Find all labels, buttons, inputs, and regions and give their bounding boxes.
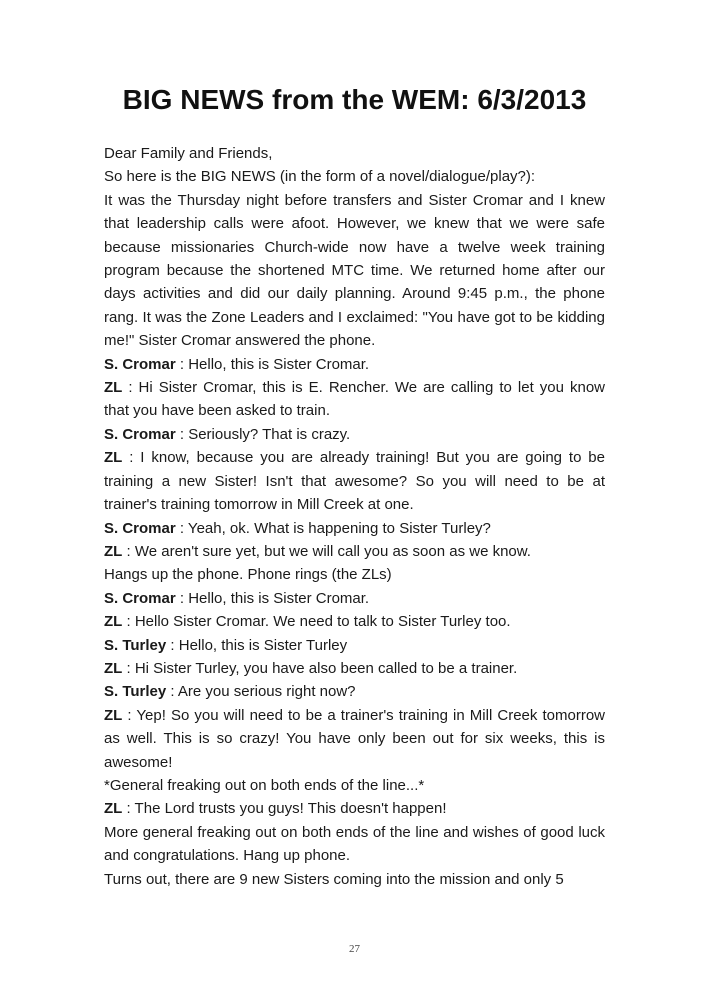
paragraph-text: Hangs up the phone. Phone rings (the ZLs) [104,566,392,584]
dialogue-text: : I know, because you are already training! But you are going to be training a new Sister! Isn't that awesome? So you will need to be at trainer's training tomorrow in Mill Creek at one. [104,449,605,514]
dialogue-line [104,446,605,516]
body-text [104,142,605,891]
dialogue-text: : The Lord trusts you guys! This doesn't happen! [122,800,447,818]
dialogue-line [104,657,605,680]
speaker-name: ZL [104,613,123,631]
paragraph-text: So here is the BIG NEWS (in the form of a novel/dialogue/play?): [104,168,536,186]
dialogue-line [104,517,605,540]
dialogue-text: : Hi Sister Cromar, this is E. Rencher. We are calling to let you know that you have been asked to train. [104,379,605,420]
dialogue-line [104,353,605,376]
dialogue-line [104,423,605,446]
paragraph-text: *General freaking out on both ends of the line...* [104,776,425,794]
paragraph [104,189,605,353]
speaker-name: ZL [104,449,123,467]
dialogue-text: : Yep! So you will need to be a trainer's training in Mill Creek tomorrow as well. This is so crazy! You have only been out for six weeks, this is awesome! [104,706,605,771]
dialogue-line [104,797,605,820]
paragraph [104,868,605,891]
paragraph-text: Dear Family and Friends, [104,145,273,162]
speaker-name: S. Cromar [104,589,176,607]
paragraph [104,774,605,797]
dialogue-text: : Are you serious right now? [166,683,356,701]
dialogue-text: : Yeah, ok. What is happening to Sister Turley? [175,519,491,537]
dialogue-text: : Hello, this is Sister Cromar. [175,355,370,373]
speaker-name: ZL [104,542,123,560]
dialogue-line [104,587,605,610]
paragraph-text: Turns out, there are 9 new Sisters coming into the mission and only 5 [104,870,564,888]
dialogue-text: : Hello Sister Cromar. We need to talk to Sister Turley too. [122,613,511,631]
dialogue-line [104,376,605,423]
dialogue-text: : Seriously? That is crazy. [175,425,351,443]
speaker-name: S. Cromar [104,355,176,373]
page-title: BIG NEWS from the WEM: 6/3/2013 [122,84,587,115]
paragraph [104,821,605,868]
paragraph [104,165,605,188]
dialogue-line [104,704,605,774]
speaker-name: S. Cromar [104,425,176,443]
page-number: 27 [349,943,360,955]
paragraph-text: More general freaking out on both ends of the line and wishes of good luck and congratulations. Hang up phone. [104,823,605,865]
paragraph [104,142,605,165]
dialogue-line [104,634,605,657]
speaker-name: S. Turley [104,636,167,654]
dialogue-text: : Hello, this is Sister Cromar. [175,589,370,607]
speaker-name: ZL [104,800,123,818]
paragraph [104,563,605,586]
dialogue-text: : We aren't sure yet, but we will call you as soon as we know. [122,542,531,560]
speaker-name: ZL [104,706,123,724]
dialogue-text: : Hi Sister Turley, you have also been called to be a trainer. [122,659,518,677]
paragraph-text: It was the Thursday night before transfers and Sister Cromar and I knew that leadership calls were afoot. However, we knew that we were safe because missionaries Church-wide now have a twelve week training program because the shortened MTC time. We returned home after our days activities and did our daily planning. Around 9:45 p.m., the phone rang. It was the Zone Leaders and I exclaimed: "You have got to be kidding me!" Sister Cromar answered the phone. [104,191,605,350]
dialogue-line [104,680,605,703]
speaker-name: ZL [104,659,123,677]
speaker-name: ZL [104,379,123,397]
speaker-name: S. Cromar [104,519,176,537]
speaker-name: S. Turley [104,683,167,701]
dialogue-line [104,540,605,563]
dialogue-text: : Hello, this is Sister Turley [166,636,348,654]
dialogue-line [104,610,605,633]
